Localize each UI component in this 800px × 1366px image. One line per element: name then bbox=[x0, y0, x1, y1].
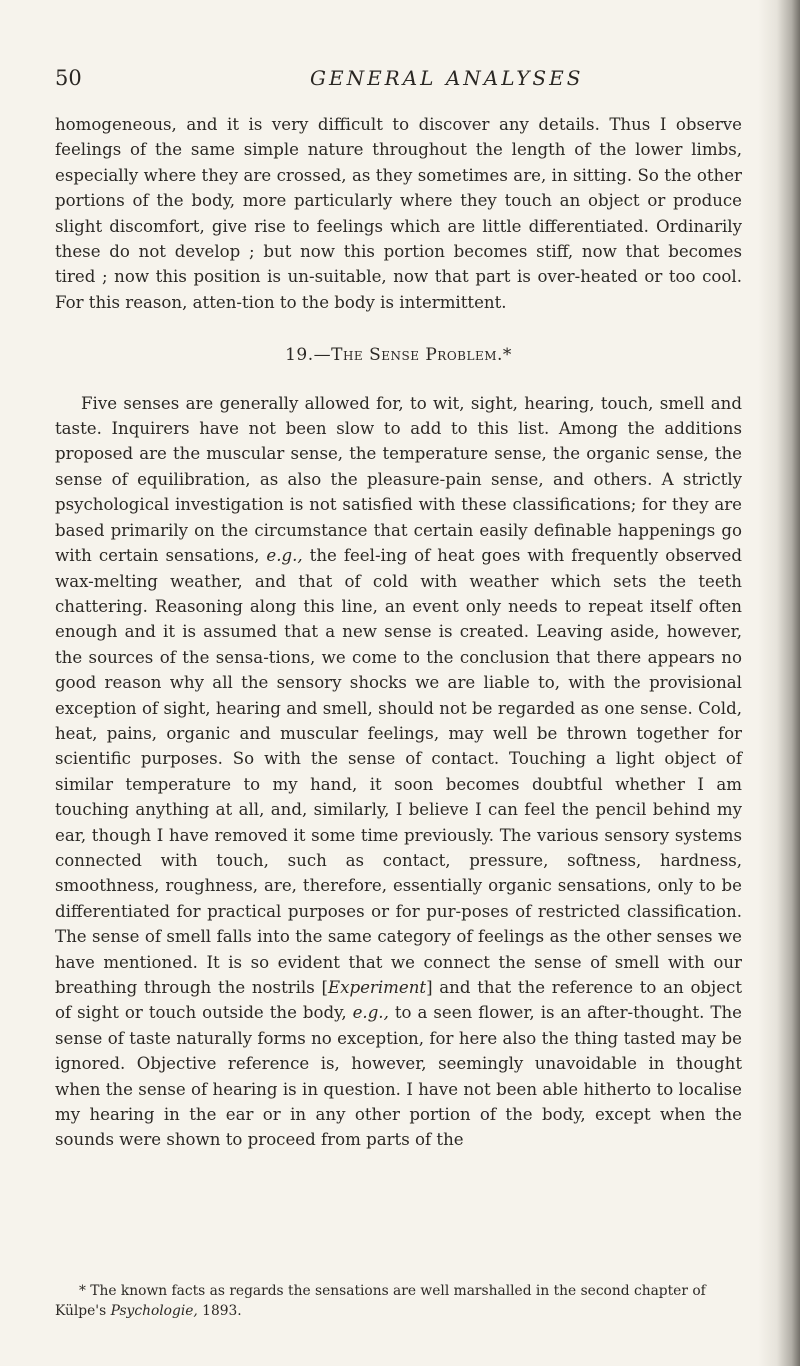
abbreviation-eg: e.g., bbox=[266, 546, 303, 566]
section-heading: 19.—The Sense Problem.* bbox=[285, 345, 512, 366]
running-title: GENERAL ANALYSES bbox=[310, 66, 584, 90]
bracketed-note: Experiment bbox=[328, 978, 427, 997]
body-text bbox=[55, 112, 742, 1153]
binding-gutter-shadow bbox=[758, 0, 800, 1366]
paragraph-text: Five senses are generally allowed for, to wit, sight, hearing, touch, smell and taste. Inquirers have not been slow to add to this list. Among the additions proposed are the muscular sense, the temperature sense, the organic sense, the sense of equilibration, as also the pleasure-pain sense, and others. A strictly psychological investigation is not satisfied with these classifications; for they are based primarily on the circumstance that certain easily definable happenings go with certain sensations, bbox=[55, 393, 742, 566]
footnote-work-title: Psychologie, bbox=[110, 1303, 198, 1319]
abbreviation-eg: e.g., bbox=[352, 1003, 389, 1023]
running-head bbox=[55, 66, 745, 96]
paragraph-text: ] and that the reference to an object of sight or touch outside the body, bbox=[55, 978, 742, 1023]
paragraph-sense-problem bbox=[55, 391, 742, 1153]
paragraph-text: the feel-ing of heat goes with frequently observed wax-melting weather, and that of cold with weather which sets the teeth chattering. Reasoning along this line, an event only needs to repeat itself often enough and it is assumed that a new sense is created. Leaving aside, however, the sources of the sensa-tions, we come to the conclusion that there appears no good reason why all the sensory shocks we are liable to, with the provisional exception of sight, hearing and smell, should not be regarded as one sense. Cold, heat, pains, organic and muscular feelings, may well be thrown together for scientific purposes. So with the sense of contact. Touching a light object of similar temperature to my hand, it soon becomes doubtful whether I am touching anything at all, and, similarly, I believe I can feel the pencil behind my ear, though I have removed it some time previously. The various sensory systems connected with touch, such as contact, pressure, softness, hardness, smoothness, roughness, are, therefore, essentially organic sensations, only to be differentiated for practical purposes or for pur-poses of restricted classification. The sense of smell falls into the same category of feelings as the other senses we have mentioned. It is so evident that we connect the sense of smell with our breathing through the nostrils [ bbox=[55, 546, 742, 997]
footnote bbox=[55, 1281, 755, 1321]
page-number: 50 bbox=[55, 66, 82, 90]
footnote-text: 1893. bbox=[197, 1303, 242, 1319]
paragraph-continued: homogeneous, and it is very difficult to discover any details. Thus I observe feelings of the same simple nature throughout the length of the lower limbs, especially where they are crossed, as they sometimes are, in sitting. So the other portions of the body, more particularly where they touch an object or produce slight discomfort, give rise to feelings which are little differentiated. Ordinarily these do not develop ; but now this portion becomes stiff, now that becomes tired ; now this position is un-suitable, now that part is over-heated or too cool. For this reason, atten-tion to the body is intermittent. bbox=[55, 115, 742, 312]
footnote-text: * The known facts as regards the sensations are well marshalled in the second chapter of Külpe's bbox=[55, 1283, 706, 1319]
paragraph-text: to a seen flower, is an after-thought. The sense of taste naturally forms no exception, for here also the thing tasted may be ignored. Objective reference is, however, seemingly unavoidable in thought when the sense of hearing is in question. I have not been able hitherto to localise my hearing in the ear or in any other portion of the body, except when the sounds were shown to proceed from parts of the bbox=[55, 1003, 742, 1150]
